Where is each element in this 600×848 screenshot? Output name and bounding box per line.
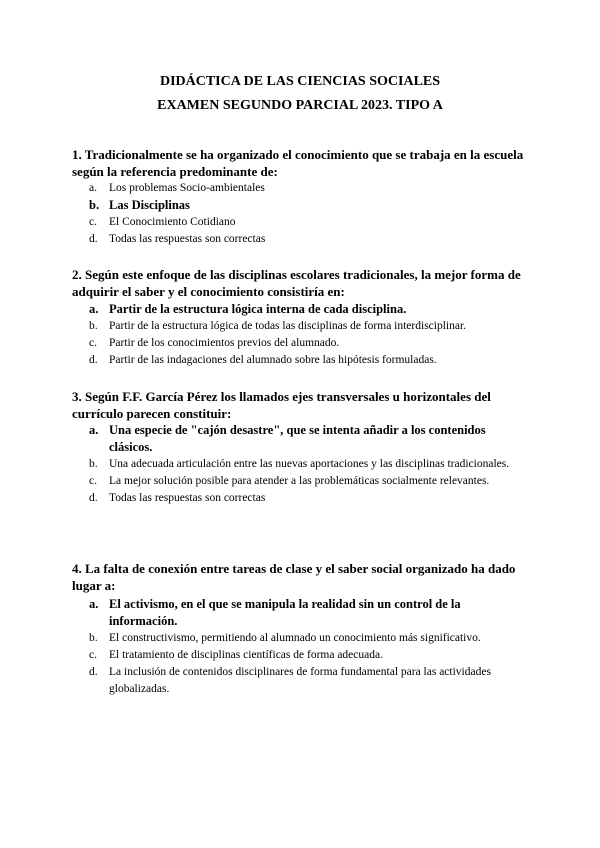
- option-marker: c.: [89, 475, 97, 487]
- option-1b-correct: [89, 197, 529, 214]
- option-4d: [89, 664, 529, 698]
- question-3-text: 3. Según F.F. García Pérez los llamados ejes transversales u horizontales del currículo parecen constituir:: [72, 389, 491, 421]
- question-3-options: [89, 422, 529, 507]
- option-1d: [89, 231, 529, 248]
- option-marker: d.: [89, 354, 98, 366]
- option-text: Partir de la estructura lógica interna de cada disciplina.: [109, 302, 407, 316]
- option-text: Todas las respuestas son correctas: [109, 492, 266, 504]
- option-3a-correct: [89, 422, 529, 456]
- option-text: El constructivismo, permitiendo al alumnado un conocimiento más significativo.: [109, 632, 481, 644]
- option-2d: [89, 352, 529, 369]
- option-3c: [89, 473, 529, 490]
- question-2-text: 2. Según este enfoque de las disciplinas escolares tradicionales, la mejor forma de adquirir el saber y el conocimiento consistiría en:: [72, 267, 521, 299]
- option-text: Partir de la estructura lógica de todas las disciplinas de forma interdisciplinar.: [109, 320, 467, 332]
- option-text: Una especie de "cajón desastre", que se intenta añadir a los contenidos clásicos.: [109, 423, 486, 454]
- option-marker: b.: [89, 198, 100, 212]
- option-text: El activismo, en el que se manipula la realidad sin un control de la información.: [109, 597, 461, 628]
- option-marker: a.: [89, 302, 99, 316]
- option-1a: [89, 180, 529, 197]
- option-marker: b.: [89, 458, 98, 470]
- exam-subtitle: EXAMEN SEGUNDO PARCIAL 2023. TIPO A: [157, 98, 443, 113]
- option-marker: b.: [89, 320, 98, 332]
- option-marker: b.: [89, 632, 98, 644]
- option-marker: c.: [89, 649, 97, 661]
- option-3b: [89, 456, 529, 473]
- option-text: El Conocimiento Cotidiano: [109, 216, 236, 228]
- option-marker: c.: [89, 337, 97, 349]
- option-text: El tratamiento de disciplinas científicas de forma adecuada.: [109, 649, 383, 661]
- option-text: Partir de las indagaciones del alumnado sobre las hipótesis formuladas.: [109, 354, 437, 366]
- option-1c: [89, 214, 529, 231]
- option-2c: [89, 335, 529, 352]
- option-marker: a.: [89, 182, 97, 194]
- option-marker: d.: [89, 666, 98, 678]
- option-marker: a.: [89, 597, 99, 611]
- option-text: Una adecuada articulación entre las nuevas aportaciones y las disciplinas tradicionales.: [109, 458, 510, 470]
- option-text: Los problemas Socio-ambientales: [109, 182, 265, 194]
- option-text: La mejor solución posible para atender a las problemáticas socialmente relevantes.: [109, 475, 490, 487]
- option-3d: [89, 490, 529, 507]
- question-1-options: [89, 180, 529, 248]
- option-text: Las Disciplinas: [109, 198, 190, 212]
- option-text: Partir de los conocimientos previos del alumnado.: [109, 337, 340, 349]
- question-4-text: 4. La falta de conexión entre tareas de clase y el saber social organizado ha dado lugar a:: [72, 561, 516, 593]
- option-4a-correct: [89, 596, 529, 630]
- option-2a-correct: [89, 301, 529, 318]
- option-4b: [89, 630, 529, 647]
- question-2-options: [89, 301, 529, 369]
- question-4-options: [89, 596, 529, 698]
- option-marker: c.: [89, 216, 97, 228]
- option-marker: a.: [89, 423, 99, 437]
- option-marker: d.: [89, 233, 98, 245]
- exam-title: DIDÁCTICA DE LAS CIENCIAS SOCIALES: [159, 74, 441, 89]
- option-text: Todas las respuestas son correctas: [109, 233, 266, 245]
- option-text: La inclusión de contenidos disciplinares de forma fundamental para las actividades globalizadas.: [109, 666, 491, 695]
- option-marker: d.: [89, 492, 98, 504]
- option-4c: [89, 647, 529, 664]
- question-1-text: 1. Tradicionalmente se ha organizado el conocimiento que se trabaja en la escuela según la referencia predominante de:: [72, 147, 524, 179]
- option-2b: [89, 318, 529, 335]
